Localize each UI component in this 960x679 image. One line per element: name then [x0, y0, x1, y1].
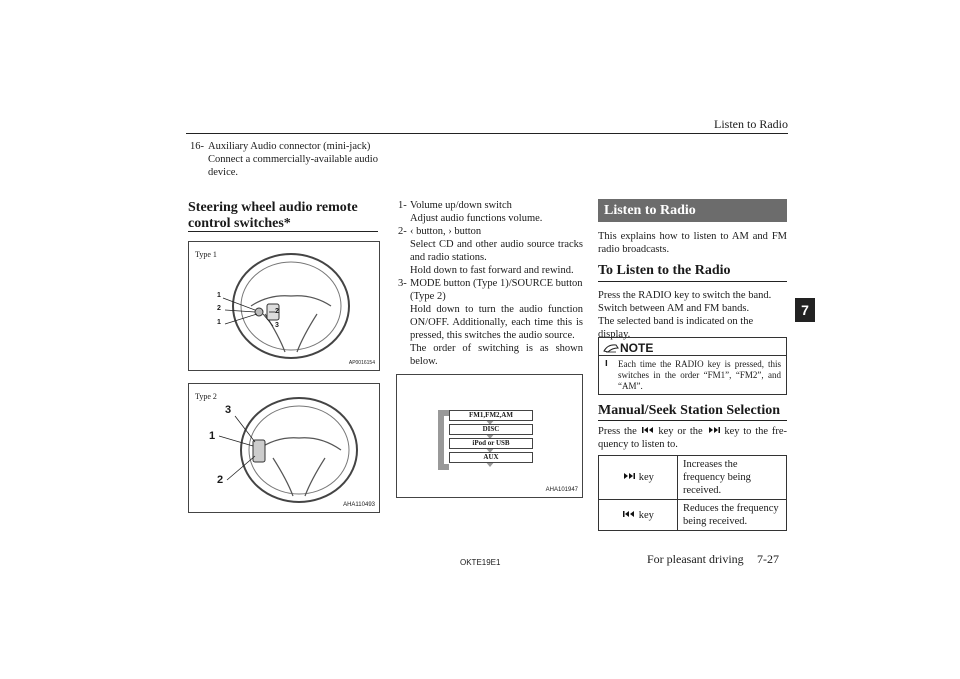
- chevron-right-icon: ›: [448, 226, 452, 237]
- seek-paragraph: Press the key or the key to the fre-quency to listen to.: [598, 426, 787, 450]
- header-rule: [186, 133, 788, 134]
- mode-flow-diagram: [397, 375, 582, 497]
- note-divider: [599, 355, 786, 356]
- next-track-icon: [707, 425, 721, 438]
- callout-2: 2: [217, 474, 224, 486]
- note-icon: [602, 342, 620, 354]
- steering-wheel-illustration: [189, 384, 379, 512]
- mode-step: FM1,FM2,AM: [449, 410, 533, 421]
- figure-code: AHA101947: [545, 487, 578, 493]
- figure-steering-type2: [188, 383, 380, 513]
- next-track-icon: [622, 472, 636, 483]
- key-description: Reduces the frequency being received.: [678, 500, 787, 531]
- callout-1b: 1: [217, 319, 221, 326]
- callout-2b: 2: [275, 308, 279, 315]
- note-text: Each time the RADIO key is pressed, this switches in the order “FM1”, “FM2”, and “AM”.: [618, 359, 781, 391]
- subheading-rule: [598, 281, 787, 282]
- figure-code: AHA110493: [343, 502, 375, 508]
- figure-mode-order: [396, 374, 583, 498]
- prev-track-icon: [622, 510, 636, 521]
- mode-step: iPod or USB: [449, 438, 533, 449]
- section-banner: Listen to Radio: [598, 199, 787, 222]
- list-item: 2- ‹ button, › button Select CD and other audio source tracks and radio stations. Hold down to fast forward and rewind.: [398, 226, 583, 276]
- key-label: key: [638, 472, 654, 483]
- subheading-rule: [598, 420, 787, 421]
- note-box: [598, 337, 787, 395]
- figure-code: AP0016154: [348, 360, 375, 366]
- figure-type-label: Type 2: [195, 392, 217, 401]
- key-description: Increases the frequency being received.: [678, 456, 787, 500]
- item-title: Auxiliary Audio connector (mini-jack): [208, 141, 371, 152]
- callout-1: 1: [217, 292, 221, 299]
- callout-3: 3: [225, 404, 232, 416]
- list-item: 3- MODE button (Type 1)/SOURCE button (Type 2) Hold down to turn the audio function ON/OFF. Additionally, each time this is pressed, this switches the audio source. The order of switching is as shown below.: [398, 278, 583, 367]
- callout-2: 2: [217, 305, 221, 312]
- chapter-tab: 7: [795, 298, 815, 322]
- note-label: NOTE: [620, 341, 654, 355]
- intro-paragraph: This explains how to listen to AM and FM radio broadcasts.: [598, 231, 787, 255]
- section-heading-steering: [188, 200, 378, 232]
- subheading-listen: To Listen to the Radio: [598, 263, 731, 278]
- listen-instructions: Press the RADIO key to switch the band. Switch between AM and FM bands. The selected band is indicated on the display.: [598, 290, 772, 340]
- document-code: OKTE19E1: [460, 558, 501, 567]
- page-number: 7-27: [757, 552, 779, 566]
- subheading-seek: Manual/Seek Station Selection: [598, 403, 781, 418]
- key-function-table: [598, 455, 787, 531]
- switch-list: [398, 199, 583, 368]
- mode-step: DISC: [449, 424, 533, 435]
- heading-line-1: Steering wheel audio remote: [188, 200, 358, 215]
- heading-line-2: control switches*: [188, 216, 291, 231]
- table-row: [599, 500, 787, 531]
- mode-step: AUX: [449, 452, 533, 463]
- figure-type-label: Type 1: [195, 250, 217, 259]
- footer-section: For pleasant driving: [647, 552, 744, 566]
- section-rule: [188, 231, 378, 232]
- item-description: Connect a commercially-available audio device.: [208, 154, 378, 178]
- callout-3: 3: [275, 322, 279, 329]
- prev-track-icon: [641, 425, 655, 438]
- list-item: 1- Volume up/down switch Adjust audio functions volume.: [398, 200, 543, 224]
- running-header: Listen to Radio: [714, 117, 788, 131]
- key-label: key: [638, 509, 654, 521]
- chevron-left-icon: ‹: [410, 226, 414, 237]
- loop-arrow: [441, 413, 449, 467]
- item-number: 16-: [190, 141, 204, 152]
- bullet-icon: l: [605, 359, 608, 368]
- table-row: [599, 456, 787, 500]
- callout-1: 1: [209, 430, 216, 442]
- figure-steering-type1: [188, 241, 380, 371]
